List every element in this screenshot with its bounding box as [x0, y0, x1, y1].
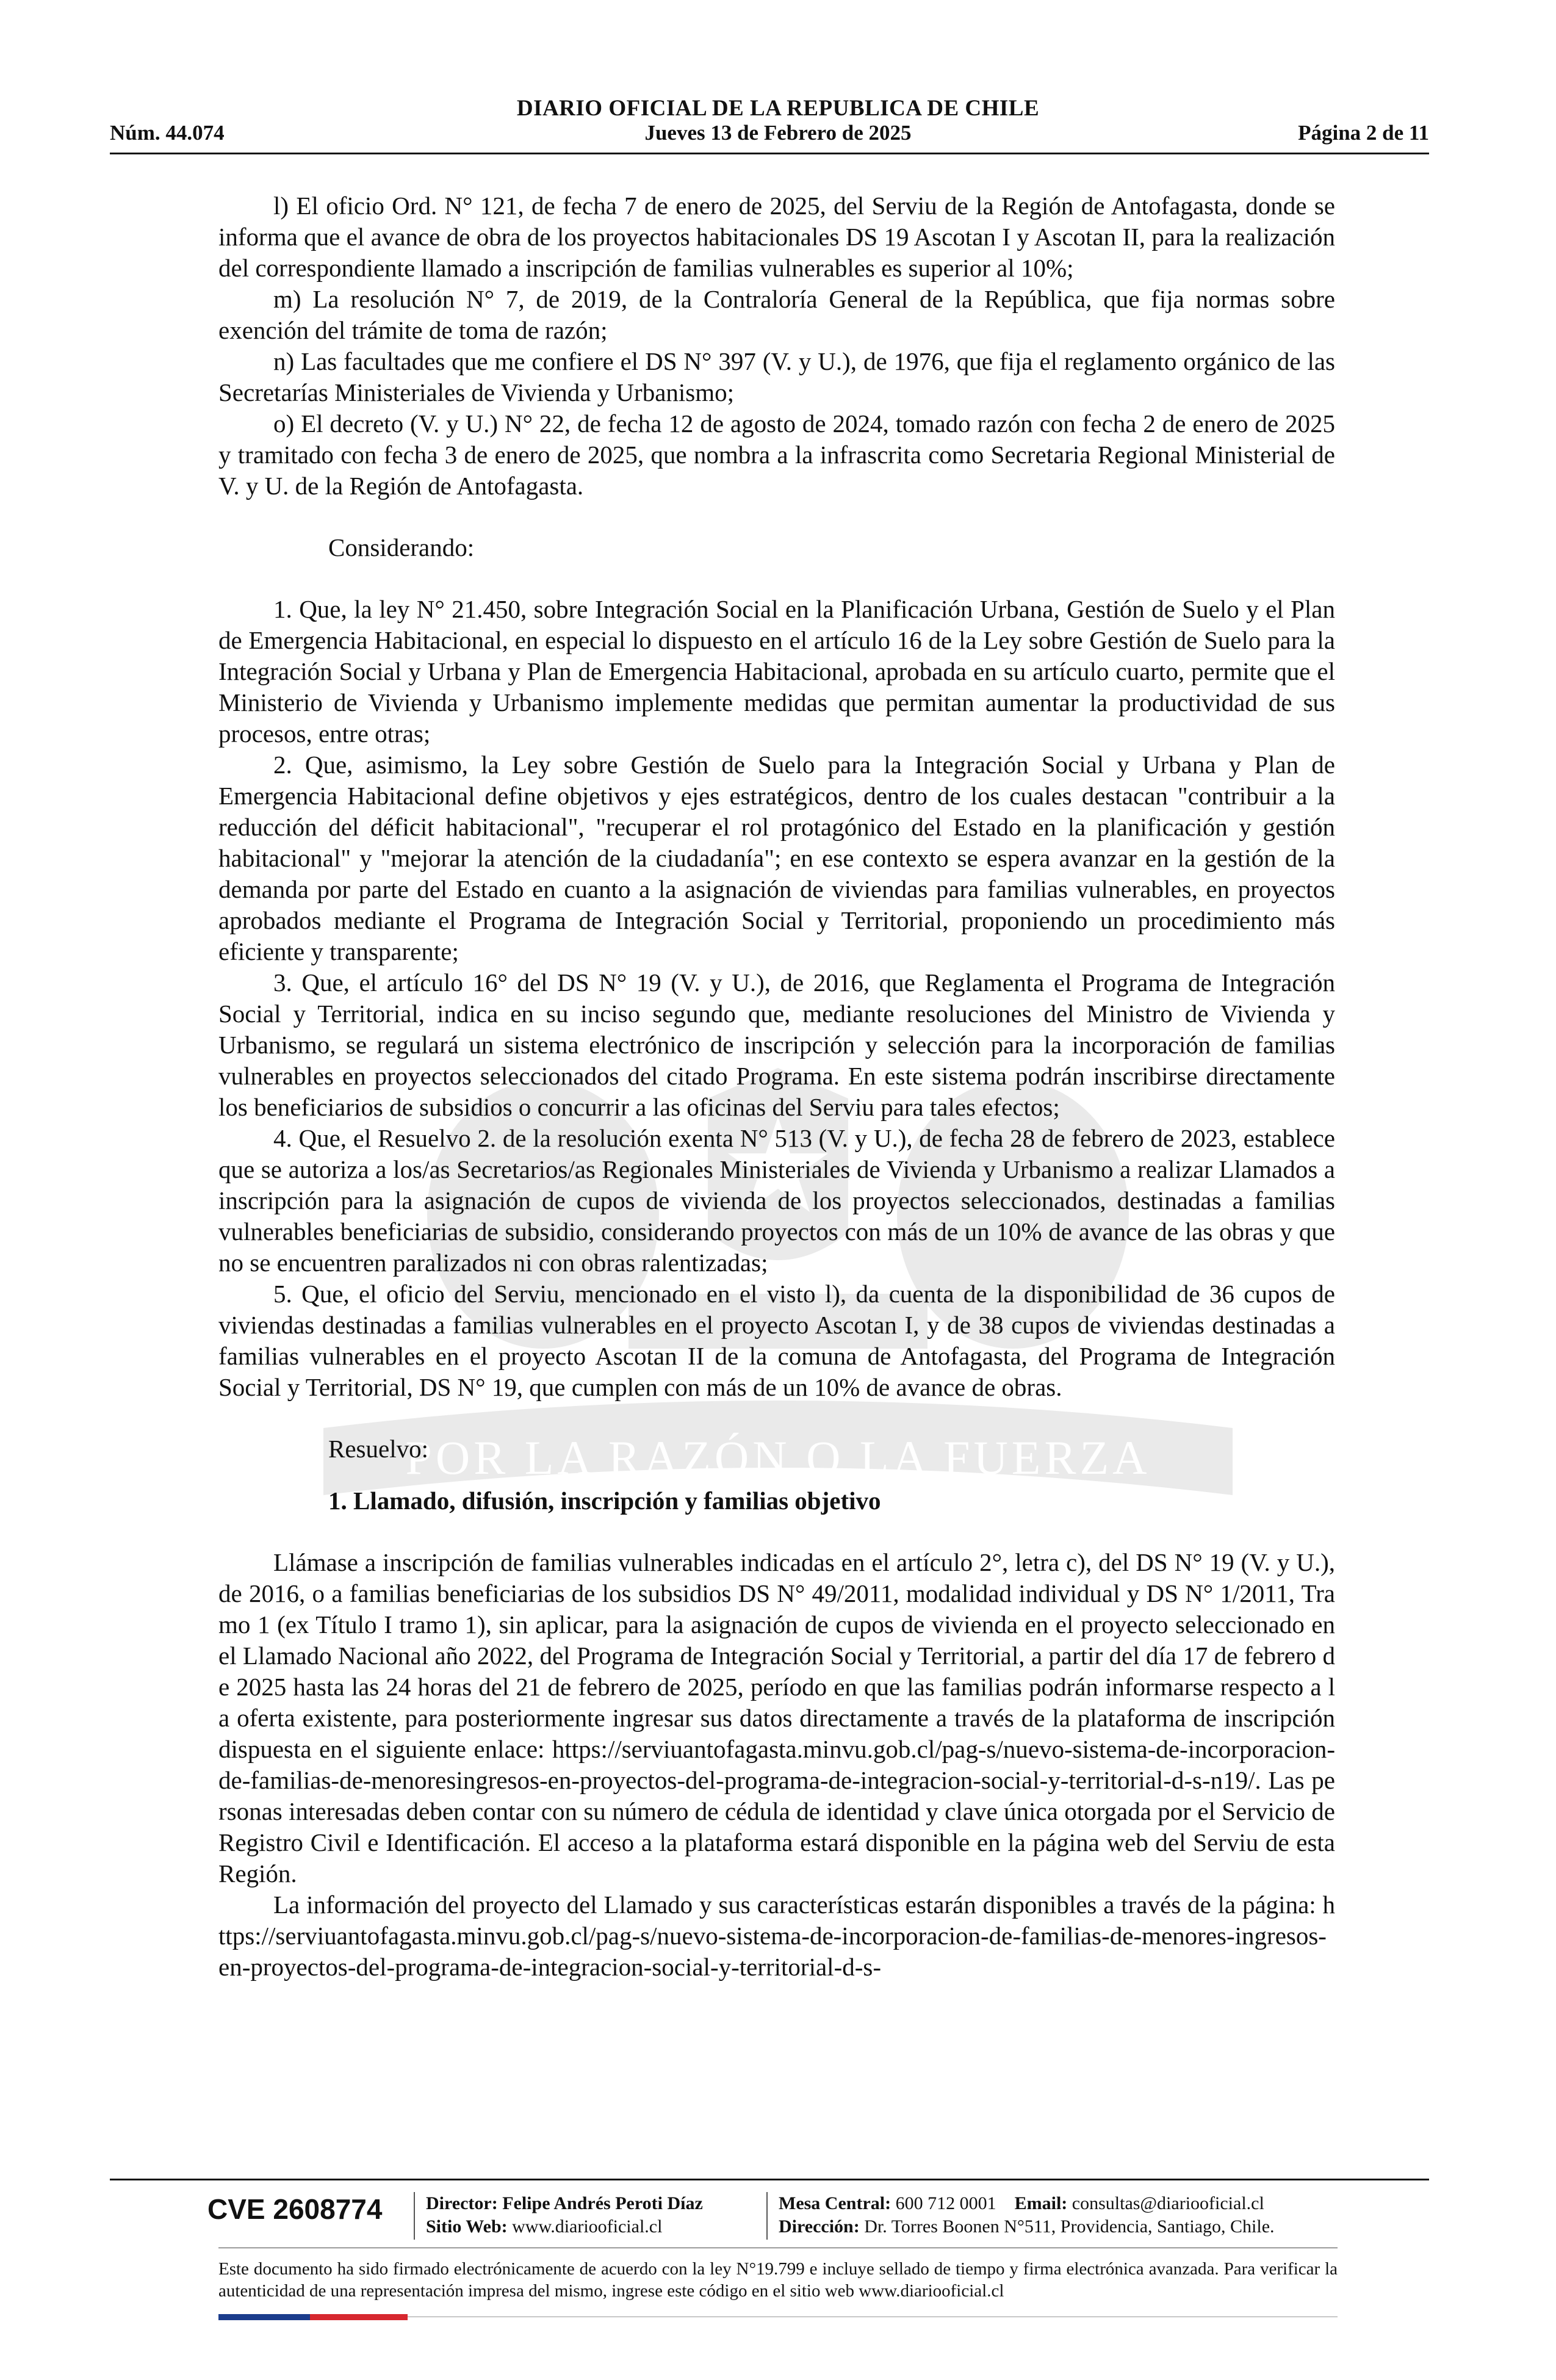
- section-1-heading: 1. Llamado, difusión, inscripción y familias objetivo: [328, 1487, 881, 1515]
- visto-o: o) El decreto (V. y U.) N° 22, de fecha 12 de agosto de 2024, tomado razón con fecha 2 de enero de 2025 y tramitado con fecha 3 de enero de 2025, que nombra a la infrascrita como Secretaria Regional Ministerial de V. y U. de la Región de Antofagasta.: [218, 409, 1335, 500]
- footer-director-block: [426, 2192, 703, 2238]
- issue-date: Jueves 13 de Febrero de 2025: [644, 121, 912, 145]
- cve-code: CVE 2608774: [207, 2193, 383, 2225]
- flag-stripe-blue: [218, 2314, 310, 2320]
- site-link[interactable]: www.diariooficial.cl: [512, 2216, 663, 2237]
- visto-l: l) El oficio Ord. N° 121, de fecha 7 de enero de 2025, del Serviu de la Región de Antofagasta, donde se informa que el avance de obra de los proyectos habitacionales DS 19 Ascotan I y Ascotan II, para la realización del correspondiente llamado a inscripción de familias vulnerables es superior al 10%;: [218, 192, 1335, 282]
- phone-number: 600 712 0001: [895, 2193, 996, 2213]
- considerando-5: 5. Que, el oficio del Serviu, mencionado en el visto l), da cuenta de la disponibilidad de 36 cupos de viviendas destinadas a familias vulnerables en el proyecto Ascotan I, y de 38 cupos de viviendas destinadas a familias vulnerables en el proyecto Ascotan II de la comuna de Antofagasta, del Programa de Integración Social y Territorial, DS N° 19, que cumplen con más de un 10% de avance de obras.: [218, 1280, 1335, 1401]
- considerando-heading: Considerando:: [328, 533, 475, 561]
- address-text: Dr. Torres Boonen N°511, Providencia, Santiago, Chile.: [864, 2216, 1275, 2237]
- site-label: Sitio Web:: [426, 2216, 508, 2237]
- document-body: [218, 190, 1335, 1983]
- legal-notice: Este documento ha sido firmado electrónicamente de acuerdo con la ley N°19.799 e incluye sellado de tiempo y firma electrónica avanzada. Para verificar la autenticidad de una representación impresa del mismo, ingrese este código en el sitio web www.diariooficial.cl: [218, 2259, 1338, 2301]
- address-label: Dirección:: [779, 2216, 860, 2237]
- flag-stripe-red: [310, 2314, 408, 2320]
- header-divider: [110, 153, 1429, 154]
- watermark-motto: POR LA RAZÓN O LA FUERZA: [405, 1431, 1151, 1484]
- considerando-1: 1. Que, la ley N° 21.450, sobre Integración Social en la Planificación Urbana, Gestión de Suelo y el Plan de Emergencia Habitacional, en especial lo dispuesto en el artículo 16 de la Ley sobre Gestión de Suelo para la Integración Social y Urbana y Plan de Emergencia Habitacional, aprobada en su artículo cuarto, permite que el Ministerio de Vivienda y Urbanismo implemente medidas que permitan aumentar la productividad de sus procesos, entre otras;: [218, 595, 1335, 748]
- email-link[interactable]: consultas@diariooficial.cl: [1072, 2193, 1264, 2213]
- resuelvo-heading: Resuelvo:: [328, 1435, 428, 1463]
- section-1-paragraph-1: Llámase a inscripción de familias vulnerables indicadas en el artículo 2°, letra c), del DS N° 19 (V. y U.), de 2016, o a familias beneficiarias de los subsidios DS N° 49/2011, modalidad individual y DS N° 1/2011, Tramo 1 (ex Título I tramo 1), sin aplicar, para la asignación de cupos de vivienda en el proyecto seleccionado en el Llamado Nacional año 2022, del Programa de Integración Social y Territorial, a partir del día 17 de febrero de 2025 hasta las 24 horas del 21 de febrero de 2025, período en que las familias podrán informarse respecto a la oferta existente, para posteriormente ingresar sus datos directamente a través de la plataforma de inscripción dispuesta en el siguiente enlace: https://serviuantofagasta.minvu.gob.cl/pag-s/nuevo-sistema-de-incorporacion-de-familias-de-menoresingresos-en-proyectos-del-programa-de-integracion-social-y-territorial-d-s-n19/. Las personas interesadas deben contar con su número de cédula de identidad y clave única otorgada por el Servicio de Registro Civil e Identificación. El acceso a la plataforma estará disponible en la página web del Serviu de esta Región.: [218, 1548, 1335, 1888]
- visto-n: n) Las facultades que me confiere el DS N° 397 (V. y U.), de 1976, que fija el reglamento orgánico de las Secretarías Ministeriales de Vivienda y Urbanismo;: [218, 347, 1335, 406]
- footer-separator: [414, 2192, 415, 2240]
- email-label: Email:: [1014, 2193, 1068, 2213]
- phone-label: Mesa Central:: [779, 2193, 891, 2213]
- issue-number: Núm. 44.074: [110, 121, 225, 145]
- footer-divider: [110, 2179, 1429, 2180]
- director-name: Felipe Andrés Peroti Díaz: [502, 2193, 703, 2213]
- footer-separator: [766, 2192, 768, 2240]
- considerando-4: 4. Que, el Resuelvo 2. de la resolución exenta N° 513 (V. y U.), de fecha 28 de febrero de 2023, establece que se autoriza a los/as Secretarios/as Regionales Ministeriales de Vivienda y Urbanismo a realizar Llamados a inscripción para la asignación de cupos de vivienda de los proyectos seleccionados, destinadas a familias vulnerables beneficiarias de subsidio, considerando proyectos con más de un 10% de avance de las obras y que no se encuentren paralizados ni con obras ralentizadas;: [218, 1124, 1335, 1277]
- considerando-2: 2. Que, asimismo, la Ley sobre Gestión de Suelo para la Integración Social y Urbana y Plan de Emergencia Habitacional define objetivos y ejes estratégicos, dentro de los cuales destacan "contribuir a la reducción del déficit habitacional", "recuperar el rol protagónico del Estado en la planificación y gestión habitacional" y "mejorar la atención de la ciudadanía"; en ese contexto se espera avanzar en la gestión de la demanda por parte del Estado en cuanto a la asignación de viviendas para familias vulnerables, en proyectos aprobados mediante el Programa de Integración Social y Territorial, proponiendo un procedimiento más eficiente y transparente;: [218, 751, 1335, 965]
- page-indicator: Página 2 de 11: [1298, 121, 1429, 145]
- considerando-3: 3. Que, el artículo 16° del DS N° 19 (V. y U.), de 2016, que Reglamenta el Programa de Integración Social y Territorial, indica en su inciso segundo que, mediante resoluciones del Ministro de Vivienda y Urbanismo, se regulará un sistema electrónico de inscripción y selección para la incorporación de familias vulnerables en proyectos seleccionados del citado Programa. En este sistema podrán inscribirse directamente los beneficiarios de subsidios o concurrir a las oficinas del Serviu para tales efectos;: [218, 968, 1335, 1121]
- section-1-paragraph-2: La información del proyecto del Llamado y sus características estarán disponibles a través de la página: https://serviuantofagasta.minvu.gob.cl/pag-s/nuevo-sistema-de-incorporacion-de-familias-de-menores-ingresos-en-proyectos-del-programa-de-integracion-social-y-territorial-d-s-: [218, 1891, 1335, 1981]
- director-label: Director:: [426, 2193, 498, 2213]
- footer-contact-block: [779, 2192, 1275, 2238]
- gazette-title: DIARIO OFICIAL DE LA REPUBLICA DE CHILE: [516, 96, 1040, 121]
- visto-m: m) La resolución N° 7, de 2019, de la Contraloría General de la República, que fija normas sobre exención del trámite de toma de razón;: [218, 285, 1335, 344]
